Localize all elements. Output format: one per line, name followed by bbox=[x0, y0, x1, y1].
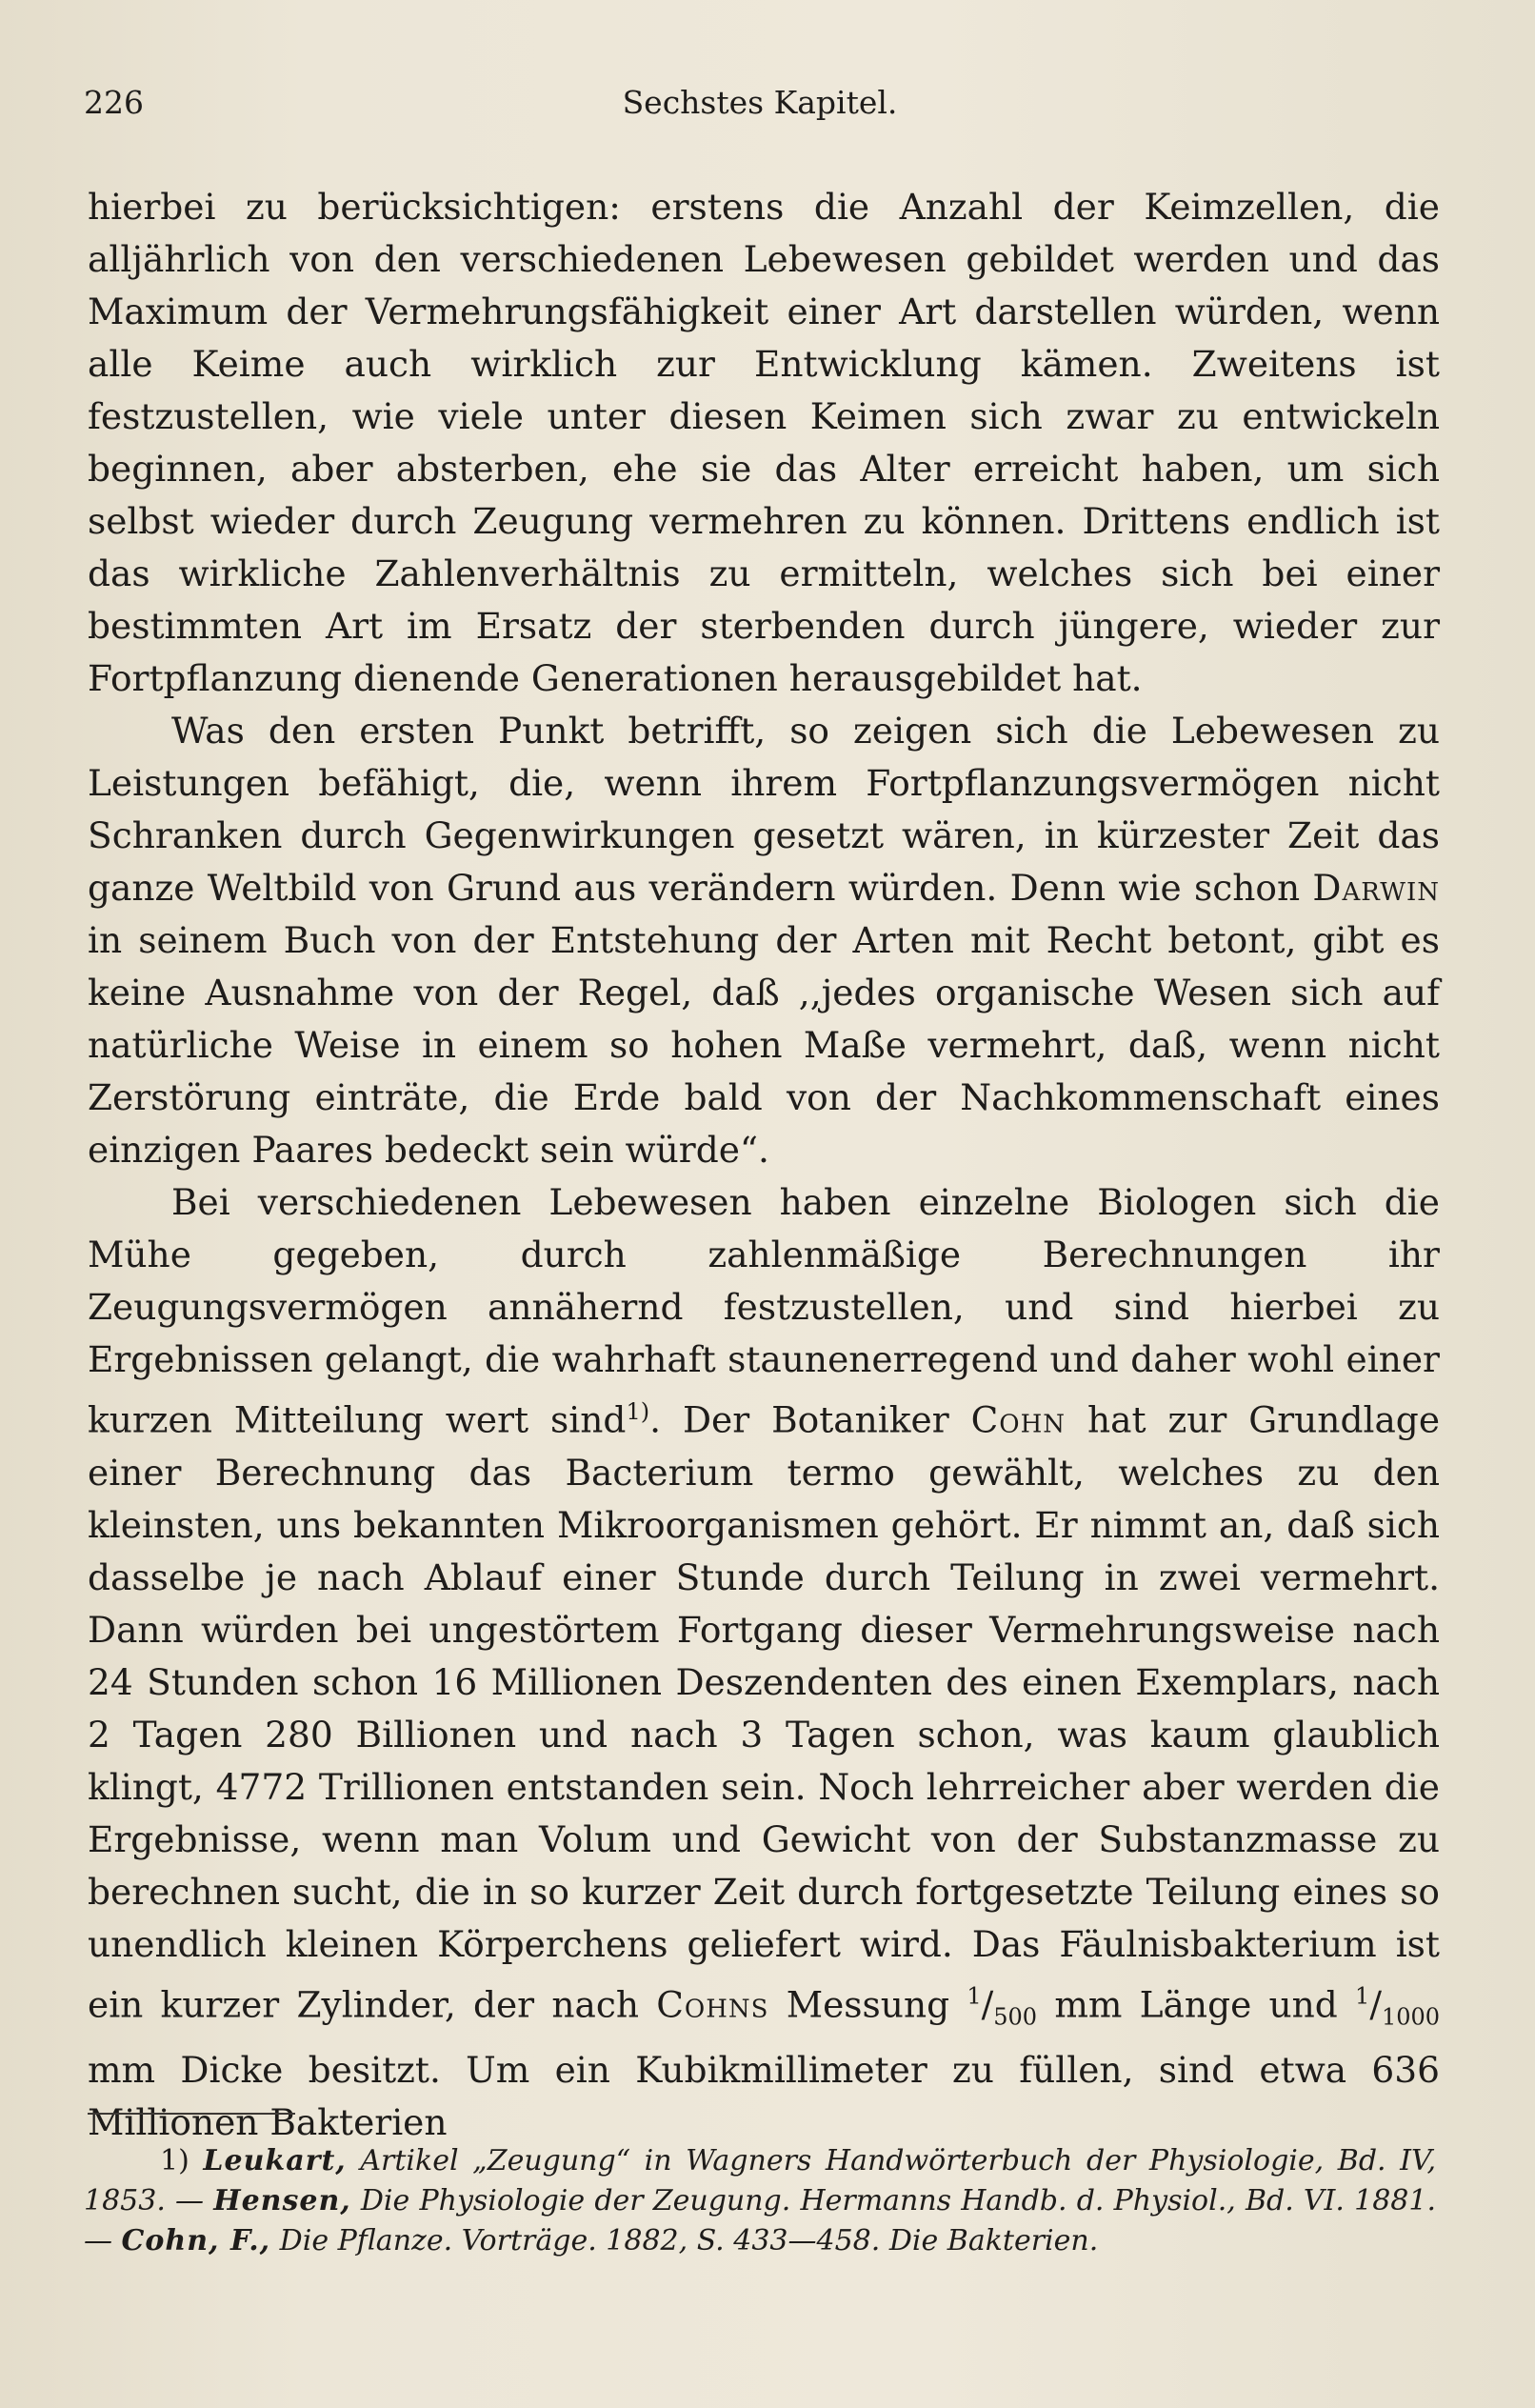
paragraph-3-text-a: Bei verschiedenen Lebewesen haben einzelne Biologen sich die Mühe gegeben, durch zahlenmäßige Berechnungen ihr Zeugungsvermögen annähernd festzustellen, und sind hierbei zu Ergebnissen gelangt, die wahrhaft staunenerregend und daher wohl einer kurzen Mitteilung wert sind bbox=[88, 1181, 1440, 1441]
fraction-thickness: $^1/_{1000}$ bbox=[1355, 1982, 1441, 2031]
paragraph-2 bbox=[88, 705, 1440, 1176]
name-cohns: Cohns bbox=[656, 1983, 769, 2025]
paragraph-3-text-c: hat zur Grundlage einer Berechnung das Bacterium termo gewählt, welches zu den kleinsten, uns bekannten Mikroorganismen gehört. Er nimmt an, daß sich dasselbe je nach Ablauf einer Stunde durch Teilung in zwei vermehrt. Dann würden bei ungestörtem Fortgang dieser Vermehrungsweise nach 24 Stunden schon 16 Millionen Deszendenten des einen Exemplars, nach 2 Tagen 280 Billionen und nach 3 Tagen schon, was kaum glaublich klingt, 4772 Trillionen entstanden sein. Noch lehrreicher aber werden die Ergebnisse, wenn man Volum und Gewicht von der Substanzmasse zu berechnen sucht, die in so kurzer Zeit durch fortgesetzte Teilung eines so unendlich kleinen Körperchens geliefert wird. Das Fäulnisbakterium ist ein kurzer Zylinder, der nach bbox=[88, 1398, 1441, 2025]
paragraph-3 bbox=[88, 1176, 1440, 2149]
footnote-author-1: Leukart, bbox=[203, 2144, 347, 2177]
paragraph-2-text-b: in seinem Buch von der Entstehung der Arten mit Recht betont, gibt es keine Ausnahme von der Regel, daß ,,jedes organische Wesen sich auf natürliche Weise in einem so hohen Maße vermehrt, daß, wenn nicht Zerstörung einträte, die Erde bald von der Nachkommenschaft eines einzigen Paares bedeckt sein würde“. bbox=[88, 919, 1440, 1171]
footnote-author-3: Cohn, F., bbox=[121, 2224, 271, 2258]
footnote-separator bbox=[88, 2113, 295, 2115]
footnote-ref-2: Die Physiologie der Zeugung. Hermanns Handb. d. Physiol., Bd. VI. 1881. — bbox=[84, 2184, 1436, 2258]
footnote-author-2: Hensen, bbox=[213, 2184, 351, 2217]
footnote-number: 1) bbox=[160, 2144, 189, 2177]
paragraph-3-text-b: . Der Botaniker bbox=[649, 1398, 949, 1441]
footnote bbox=[84, 2141, 1436, 2261]
paragraph-2-text-a: Was den ersten Punkt betrifft, so zeigen sich die Lebewesen zu Leistungen befähigt, die, wenn ihrem Fortpflanzungsvermögen nicht Schranken durch Gegenwirkungen gesetzt wären, in kürzester Zeit das ganze Weltbild von Grund aus verändern würden. Denn wie schon bbox=[88, 710, 1440, 909]
fraction-length: $^1/_{500}$ bbox=[967, 1982, 1038, 2031]
footnote-ref-3: Die Pflanze. Vorträge. 1882, S. 433—458. Die Bakterien. bbox=[279, 2224, 1099, 2258]
body-text bbox=[88, 181, 1440, 2149]
footnote-reference: 1) bbox=[626, 1398, 650, 1425]
name-darwin: Darwin bbox=[1312, 867, 1440, 909]
name-cohn: Cohn bbox=[970, 1398, 1067, 1441]
paragraph-3-text-e: mm Länge und bbox=[1054, 1983, 1338, 2025]
paragraph-3-text-d: Messung bbox=[786, 1983, 950, 2025]
page-number: 226 bbox=[84, 84, 144, 121]
running-title: Sechstes Kapitel. bbox=[622, 84, 898, 121]
paragraph-1: hierbei zu berücksichtigen: erstens die Anzahl der Keimzellen, die alljährlich von den verschiedenen Lebewesen gebildet werden und das Maximum der Vermehrungsfähigkeit einer Art darstellen würden, wenn alle Keime auch wirklich zur Entwicklung kämen. Zweitens ist festzustellen, wie viele unter diesen Keimen sich zwar zu entwickeln beginnen, aber absterben, ehe sie das Alter erreicht haben, um sich selbst wieder durch Zeugung vermehren zu können. Drittens endlich ist das wirkliche Zahlenverhältnis zu ermitteln, welches sich bei einer bestimmten Art im Ersatz der sterbenden durch jüngere, wieder zur Fortpflanzung dienende Generationen herausgebildet hat. bbox=[88, 186, 1440, 699]
page-header bbox=[84, 84, 1436, 133]
paragraph-3-text-f: mm Dicke besitzt. Um ein Kubikmillimeter zu füllen, sind etwa 636 Millionen Bakterien bbox=[88, 2048, 1440, 2143]
footnote-ref-1: Artikel „Zeugung“ in Wagners Handwörterbuch der Physiologie, Bd. IV, 1853. — bbox=[84, 2144, 1436, 2217]
